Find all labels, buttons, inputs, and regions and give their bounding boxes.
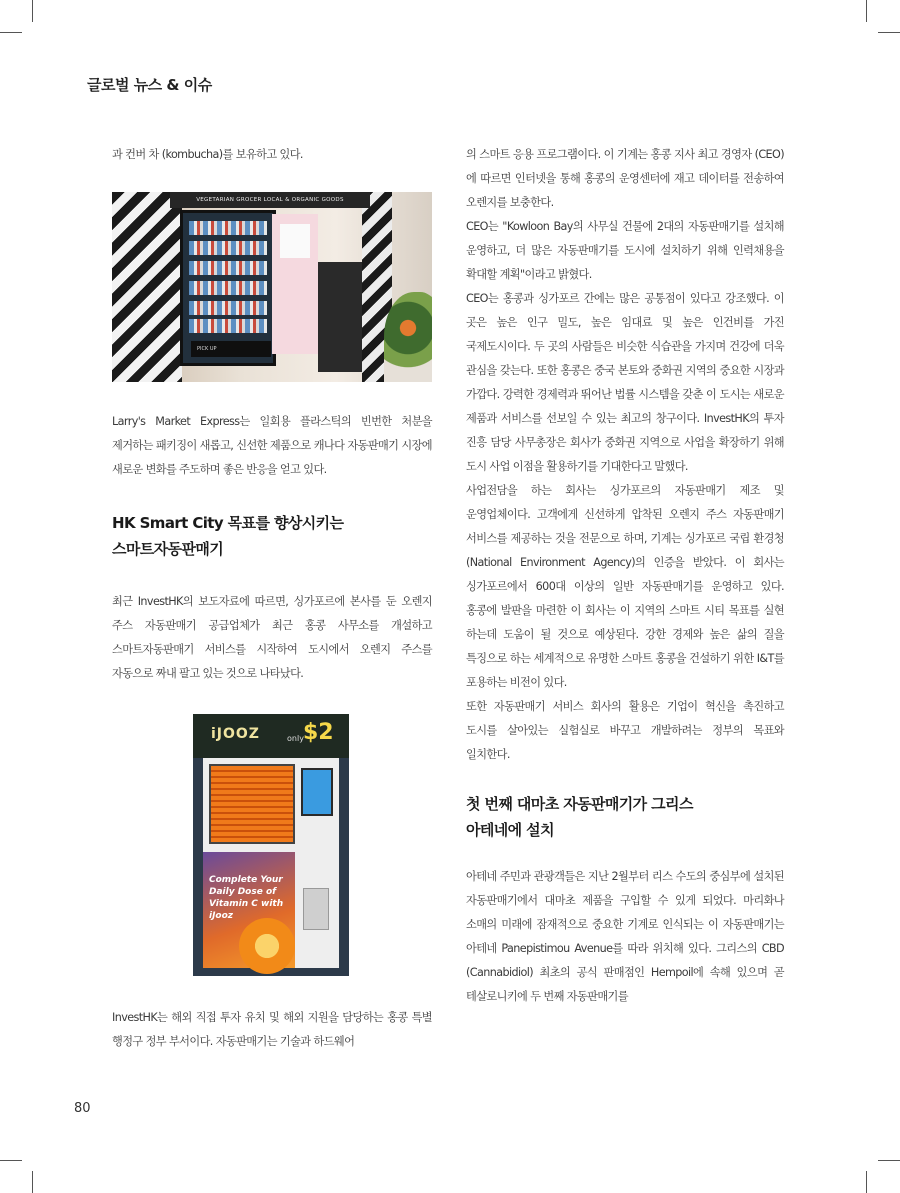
orange-slice: [239, 918, 295, 974]
machine-body: [203, 758, 339, 968]
left-column: [112, 143, 432, 1054]
heading-cbd-athens: [466, 791, 784, 843]
crop-mark-bottom-left-h: [0, 1160, 22, 1161]
price-label: $2: [303, 720, 334, 745]
ijooz-logo: iJOOZ: [211, 726, 260, 742]
crop-mark-top-right-h: [878, 32, 900, 33]
paragraph-larrys-market: Larry's Market Express는 일회용 플라스틱의 빈번한 처분을 제거하는 패키징이 새롭고, 신선한 제품으로 캐나다 자동판매기 시장에 새로운 변화를 주도하며 좋은 반응을 얻고 있다.: [112, 415, 432, 476]
crop-mark-bottom-left-v: [32, 1171, 33, 1193]
store-banner: VEGETARIAN GROCER LOCAL & ORGANIC GOODS: [170, 192, 370, 208]
machine-header: [193, 714, 349, 758]
heading-hk-line1: HK Smart City 목표를 향상시키는: [112, 514, 344, 532]
touch-screen: [301, 768, 333, 816]
crop-mark-bottom-right-v: [866, 1171, 867, 1193]
paragraph-also: 또한 자동판매기 서비스 회사의 활용은 기업이 혁신을 촉진하고 도시를 살아있는 실험실로 바꾸고 개발하려는 정부의 목표와 일치한다.: [466, 700, 784, 761]
vending-machine-photo: [112, 192, 432, 382]
paragraph-ceo-plan: CEO는 "Kowloon Bay의 사무실 건물에 2대의 자동판매기를 설치해 운영하고, 더 많은 자동판매기를 도시에 설치하기 위해 인력채용을 확대할 계획"이라고 밝혔다.: [466, 220, 784, 281]
shelf: [189, 301, 267, 315]
heading-hk-line2: 스마트자동판매기: [112, 540, 224, 558]
shelf: [189, 221, 267, 235]
paragraph-kombucha: 과 컨버 차 (kombucha)를 보유하고 있다.: [112, 148, 303, 161]
pink-order-panel: [272, 214, 318, 354]
dark-cabinet: [318, 262, 362, 372]
orange-juice-machine-photo: [193, 714, 349, 976]
right-column: [466, 143, 784, 1009]
paragraph-investhk-dept: InvestHK는 해외 직접 투자 유치 및 해외 지원을 담당하는 홍콩 특별 행정구 정부 부서이다. 자동판매기는 기술과 하드웨어: [112, 1011, 432, 1048]
shelf: [189, 261, 267, 275]
shelf: [189, 319, 267, 333]
paragraph-smart-app: 의 스마트 응용 프로그램이다. 이 기계는 홍콩 지사 최고 경영자 (CEO)에 따르면 인터넷을 통해 홍콩의 운영센터에 재고 데이터를 전송하여 오렌지를 보충한다.: [466, 148, 784, 209]
page-number: 80: [74, 1101, 91, 1116]
flower-arrangement: [384, 292, 432, 382]
section-title: 글로벌 뉴스 & 이슈: [87, 76, 212, 94]
crop-mark-top-left-v: [32, 0, 33, 22]
poster-text: Complete Your Daily Dose of Vitamin C with iJooz: [209, 875, 284, 921]
paragraph-athens: 아테네 주민과 관광객들은 지난 2월부터 리스 수도의 중심부에 설치된 자동판매기에서 대마초 제품을 구입할 수 있게 되었다. 마리화나 소매의 미래에 잠재적으로 중요한 기계로 인식되는 이 자동판매기는 아테네 Panepistimou Avenue를 따라 위치해 있다. 그리스의 CBD (Cannabidiol) 최초의 공식 판매점인 Hempoil에 속해 있으며 곧 테살로니키에 두 번째 자동판매기를: [466, 870, 784, 1003]
cup-slot: [303, 888, 329, 930]
heading-cbd-line2: 아테네에 설치: [466, 821, 554, 839]
striped-wall: [112, 192, 182, 382]
vending-machine: [180, 210, 276, 366]
paragraph-investhk-report: 최근 InvestHK의 보도자료에 따르면, 싱가포르에 본사를 둔 오렌지 주스 자동판매기 공급업체가 최근 홍콩 사무소를 개설하고 스마트자동판매기 서비스를 시작하여 도시에서 오렌지 주스를 자동으로 짜내 팔고 있는 것으로 나타났다.: [112, 595, 432, 680]
crop-mark-top-left-h: [0, 32, 22, 33]
only-label: only: [287, 734, 304, 743]
orange-window: [209, 764, 295, 844]
shelf: [189, 241, 267, 255]
crop-mark-top-right-v: [866, 0, 867, 22]
crop-mark-bottom-right-h: [878, 1160, 900, 1161]
shelf: [189, 281, 267, 295]
pickup-slot: PICK UP: [191, 341, 271, 357]
paragraph-ceo-commonality: CEO는 홍콩과 싱가포르 간에는 많은 공통점이 있다고 강조했다. 이 곳은 높은 인구 밀도, 높은 임대료 및 높은 인건비를 가진 국제도시이다. 두 곳의 사람들은 비슷한 식습관을 가지며 건강에 더욱 관심을 갖는다. 또한 홍콩은 중국 본토와 중화권 지역의 중요한 시장과 가깝다. 강력한 경제력과 뛰어난 법률 시스템을 갖춘 이 도시는 새로운 제품과 서비스를 선보일 수 있는 최고의 창구이다. InvestHK의 투자 진흥 담당 사무총장은 회사가 중화권 지역으로 사업을 확장하기 위해 도시 사업 이점을 활용하기를 기대한다고 말했다.: [466, 292, 784, 473]
order-screen: [280, 224, 310, 258]
heading-cbd-line1: 첫 번째 대마초 자동판매기가 그리스: [466, 795, 693, 813]
paragraph-business: 사업전담을 하는 회사는 싱가포르의 자동판매기 제조 및 운영업체이다. 고객에게 신선하게 압착된 오렌지 주스 자동판매기 서비스를 제공하는 것을 전문으로 하며, 기계는 싱가포르 국립 환경청 (National Environment Agency)의 인증을 받았다. 이 회사는 싱가포르에서 600대 이상의 일반 자동판매기를 운영하고 있다. 홍콩에 발판을 마련한 이 회사는 이 지역의 스마트 시티 목표를 실현 하는데 도움이 될 것으로 예상된다. 강한 경제와 높은 삶의 질을 특징으로 하는 세계적으로 유명한 스마트 홍콩을 건설하기 위한 I&T를 포용하는 비전이 있다.: [466, 484, 784, 689]
heading-hk-smart-city: [112, 510, 432, 562]
